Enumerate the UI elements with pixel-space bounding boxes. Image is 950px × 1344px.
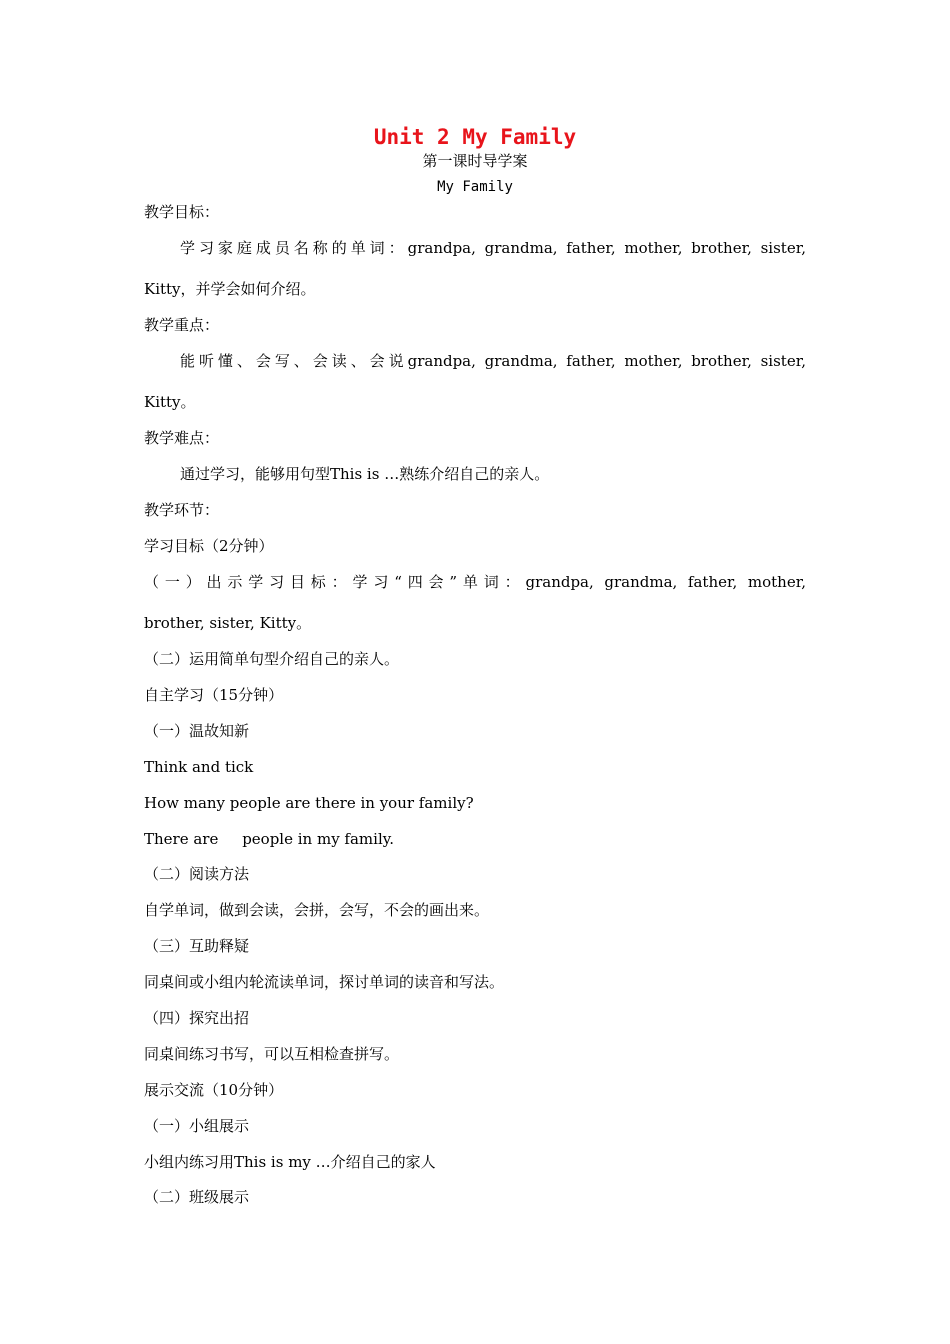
paragraph-line: （四）探究出招	[144, 1009, 250, 1027]
subsection-heading: 自主学习（15分钟）	[144, 686, 284, 704]
section-heading-procedure: 教学环节：	[144, 501, 220, 519]
paragraph-line: 通过学习，能够用句型This is …熟练介绍自己的亲人。	[180, 465, 550, 483]
document-page	[144, 0, 806, 1344]
section-heading-difficulties: 教学难点：	[144, 429, 220, 447]
paragraph-line: 能听懂、会写、会读、会说grandpa, grandma, father, mother, brother, sister,	[180, 352, 806, 370]
section-heading-key-points: 教学重点：	[144, 316, 220, 334]
paragraph-line: 小组内练习用This is my …介绍自己的家人	[144, 1153, 436, 1171]
paragraph-line: （一）温故知新	[144, 722, 250, 740]
paragraph-line: 同桌间或小组内轮流读单词，探讨单词的读音和写法。	[144, 973, 505, 991]
paragraph-line: （一）出示学习目标：学习“四会”单词：grandpa, grandma, father, mother,	[144, 573, 806, 591]
paragraph-line: 学习家庭成员名称的单词：grandpa, grandma, father, mother, brother, sister,	[180, 239, 806, 257]
lesson-subtitle: 第一课时导学案	[422, 152, 528, 170]
paragraph-line: 自学单词，做到会读，会拼，会写，不会的画出来。	[144, 901, 490, 919]
document-title: Unit 2 My Family	[373, 125, 577, 149]
paragraph-line: （一）小组展示	[144, 1117, 250, 1135]
section-heading-objectives: 教学目标：	[144, 203, 220, 221]
paragraph-line: Kitty，并学会如何介绍。	[144, 280, 316, 298]
paragraph-line: （二）阅读方法	[144, 865, 250, 883]
subsection-heading: 学习目标（2分钟）	[144, 537, 274, 555]
paragraph-line: Think and tick	[144, 758, 254, 776]
paragraph-line: How many people are there in your family?	[144, 794, 474, 812]
paragraph-line: brother, sister, Kitty。	[144, 614, 312, 632]
paragraph-line: （三）互助释疑	[144, 937, 250, 955]
paragraph-line: Kitty。	[144, 393, 196, 411]
paragraph-line: There are people in my family.	[144, 830, 394, 848]
lesson-topic: My Family	[437, 179, 513, 195]
subsection-heading: 展示交流（10分钟）	[144, 1081, 284, 1099]
paragraph-line: （二）班级展示	[144, 1188, 250, 1206]
paragraph-line: 同桌间练习书写，可以互相检查拼写。	[144, 1045, 400, 1063]
paragraph-line: （二）运用简单句型介绍自己的亲人。	[144, 650, 400, 668]
